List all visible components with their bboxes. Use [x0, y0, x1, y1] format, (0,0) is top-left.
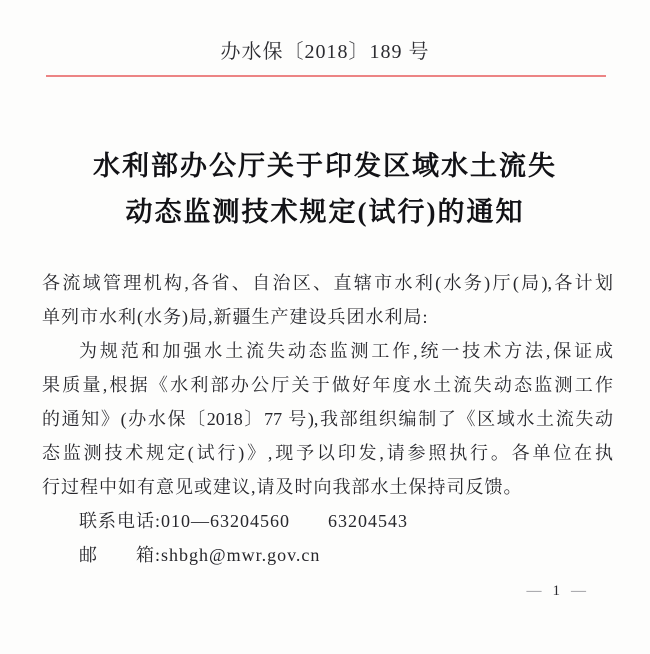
body-line-paragraph-4: 态监测技术规定(试行)》,现予以印发,请参照执行。各单位在执	[42, 443, 613, 463]
page-footer	[527, 581, 587, 601]
document-title	[0, 143, 650, 235]
header-divider-line	[46, 75, 606, 77]
contact-phone-line: 联系电话:010—63204560 63204543	[79, 511, 409, 531]
document-body	[42, 266, 613, 572]
document-number: 办水保〔2018〕189 号	[220, 41, 430, 63]
footer-dash-right: —	[571, 583, 586, 599]
title-line-2: 动态监测技术规定(试行)的通知	[125, 197, 525, 227]
body-line-salutation-2: 单列市水利(水务)局,新疆生产建设兵团水利局:	[42, 307, 429, 327]
body-line-paragraph-1: 为规范和加强水土流失动态监测工作,统一技术方法,保证成	[79, 341, 613, 361]
page-number: 1	[552, 583, 560, 599]
body-line-paragraph-2: 果质量,根据《水利部办公厅关于做好年度水土流失动态监测工作	[42, 375, 613, 395]
body-line-salutation-1: 各流域管理机构,各省、自治区、直辖市水利(水务)厅(局),各计划	[42, 273, 613, 293]
footer-dash-left: —	[526, 583, 542, 599]
body-line-paragraph-5: 行过程中如有意见或建议,请及时向我部水土保持司反馈。	[42, 477, 523, 497]
title-line-1: 水利部办公厅关于印发区域水土流失	[93, 151, 557, 181]
contact-email-line: 邮 箱:shbgh@mwr.gov.cn	[79, 545, 321, 565]
body-line-paragraph-3: 的通知》(办水保〔2018〕77 号),我部组织编制了《区域水土流失动	[42, 409, 613, 429]
